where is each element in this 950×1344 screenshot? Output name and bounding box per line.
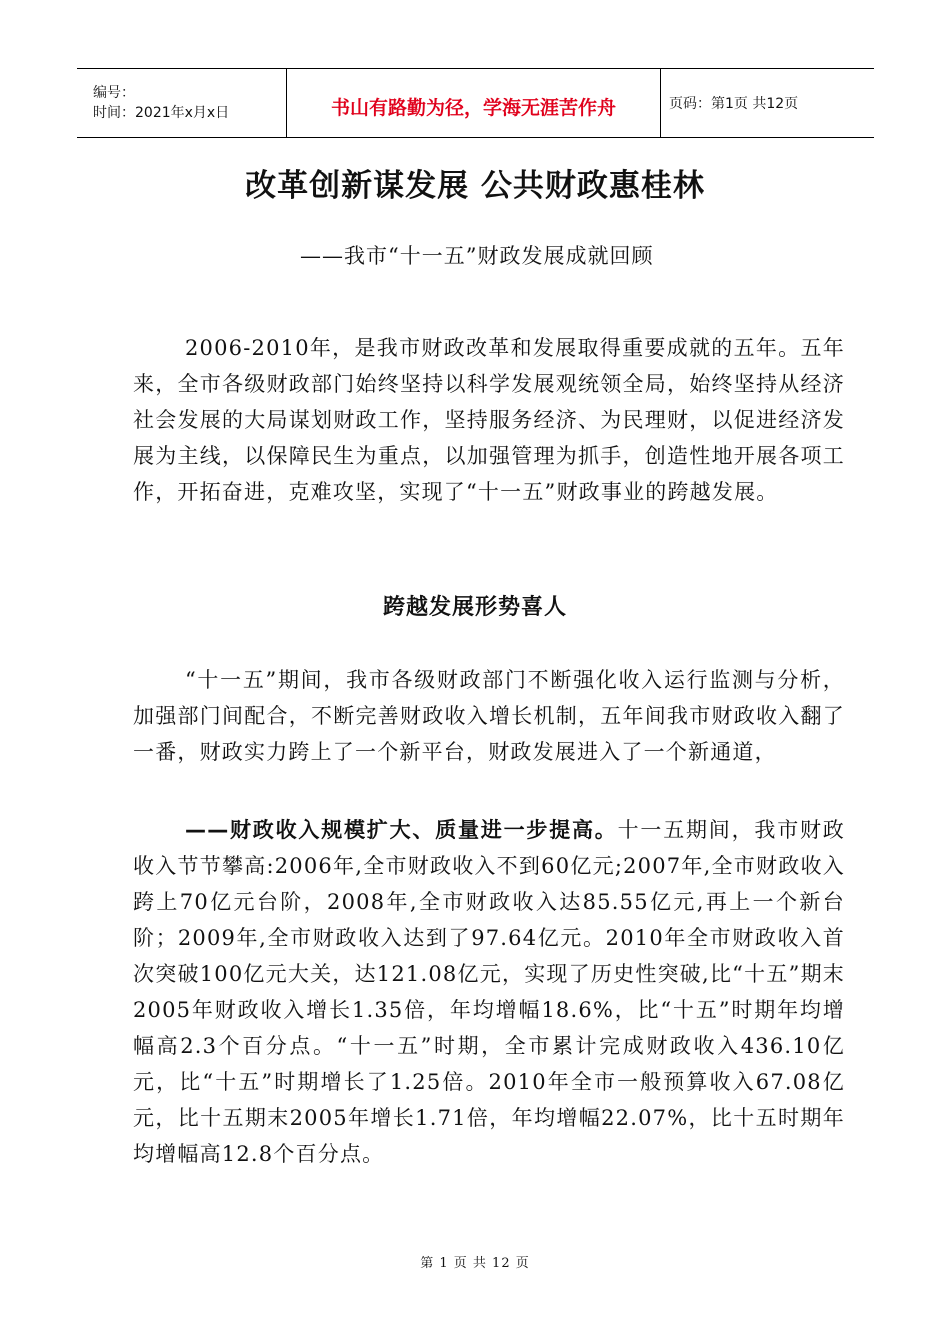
section-heading: 跨越发展形势喜人 bbox=[382, 595, 567, 620]
point-lead: ——财政收入规模扩大、质量进一步提高。 bbox=[185, 818, 618, 842]
number-label: 编号： bbox=[93, 85, 135, 101]
page-footer: 第 1 页 共 12 页 bbox=[420, 1256, 530, 1271]
document-title: 改革创新谋发展 公共财政惠桂林 bbox=[245, 168, 705, 204]
time-label: 时间：2021年x月x日 bbox=[93, 105, 230, 121]
point-paragraph bbox=[133, 812, 845, 1172]
page-number-label: 页码：第1页 共12页 bbox=[669, 96, 799, 112]
header-motto: 书山有路勤为径，学海无涯苦作舟 bbox=[330, 96, 616, 119]
section-paragraph: “十一五”期间，我市各级财政部门不断强化收入运行监测与分析，加强部门间配合，不断完善财政收入增长机制，五年间我市财政收入翻了一番，财政实力跨上了一个新平台，财政发展进入了一个新通道， bbox=[133, 668, 845, 764]
document-subtitle: ——我市“十一五”财政发展成就回顾 bbox=[300, 244, 654, 268]
header-motto-cell bbox=[287, 69, 661, 137]
intro-paragraph: 2006-2010年，是我市财政改革和发展取得重要成就的五年。五年来，全市各级财政部门始终坚持以科学发展观统领全局，始终坚持从经济社会发展的大局谋划财政工作，坚持服务经济、为民理财，以促进经济发展为主线，以保障民生为重点，以加强管理为抓手，创造性地开展各项工作，开拓奋进，克难攻坚，实现了“十一五”财政事业的跨越发展。 bbox=[133, 336, 845, 504]
document-header bbox=[77, 68, 874, 138]
point-body: 十一五期间，我市财政收入节节攀高:2006年,全市财政收入不到60亿元;2007年,全市财政收入跨上70亿元台阶，2008年,全市财政收入达85.55亿元,再上一个新台阶；2009年,全市财政收入达到了97.64亿元。2010年全市财政收入首次突破100亿元大关，达121.08亿元，实现了历史性突破,比“十五”期末2005年财政收入增长1.35倍，年均增幅18.6%，比“十五”时期年均增幅高2.3个百分点。“十一五”时期，全市累计完成财政收入436.10亿元，比“十五”时期增长了1.25倍。2010年全市一般预算收入67.08亿元，比十五期末2005年增长1.71倍，年均增幅22.07%，比十五时期年均增幅高12.8个百分点。 bbox=[133, 818, 845, 1166]
header-meta bbox=[77, 69, 287, 137]
header-page-cell bbox=[661, 69, 874, 137]
